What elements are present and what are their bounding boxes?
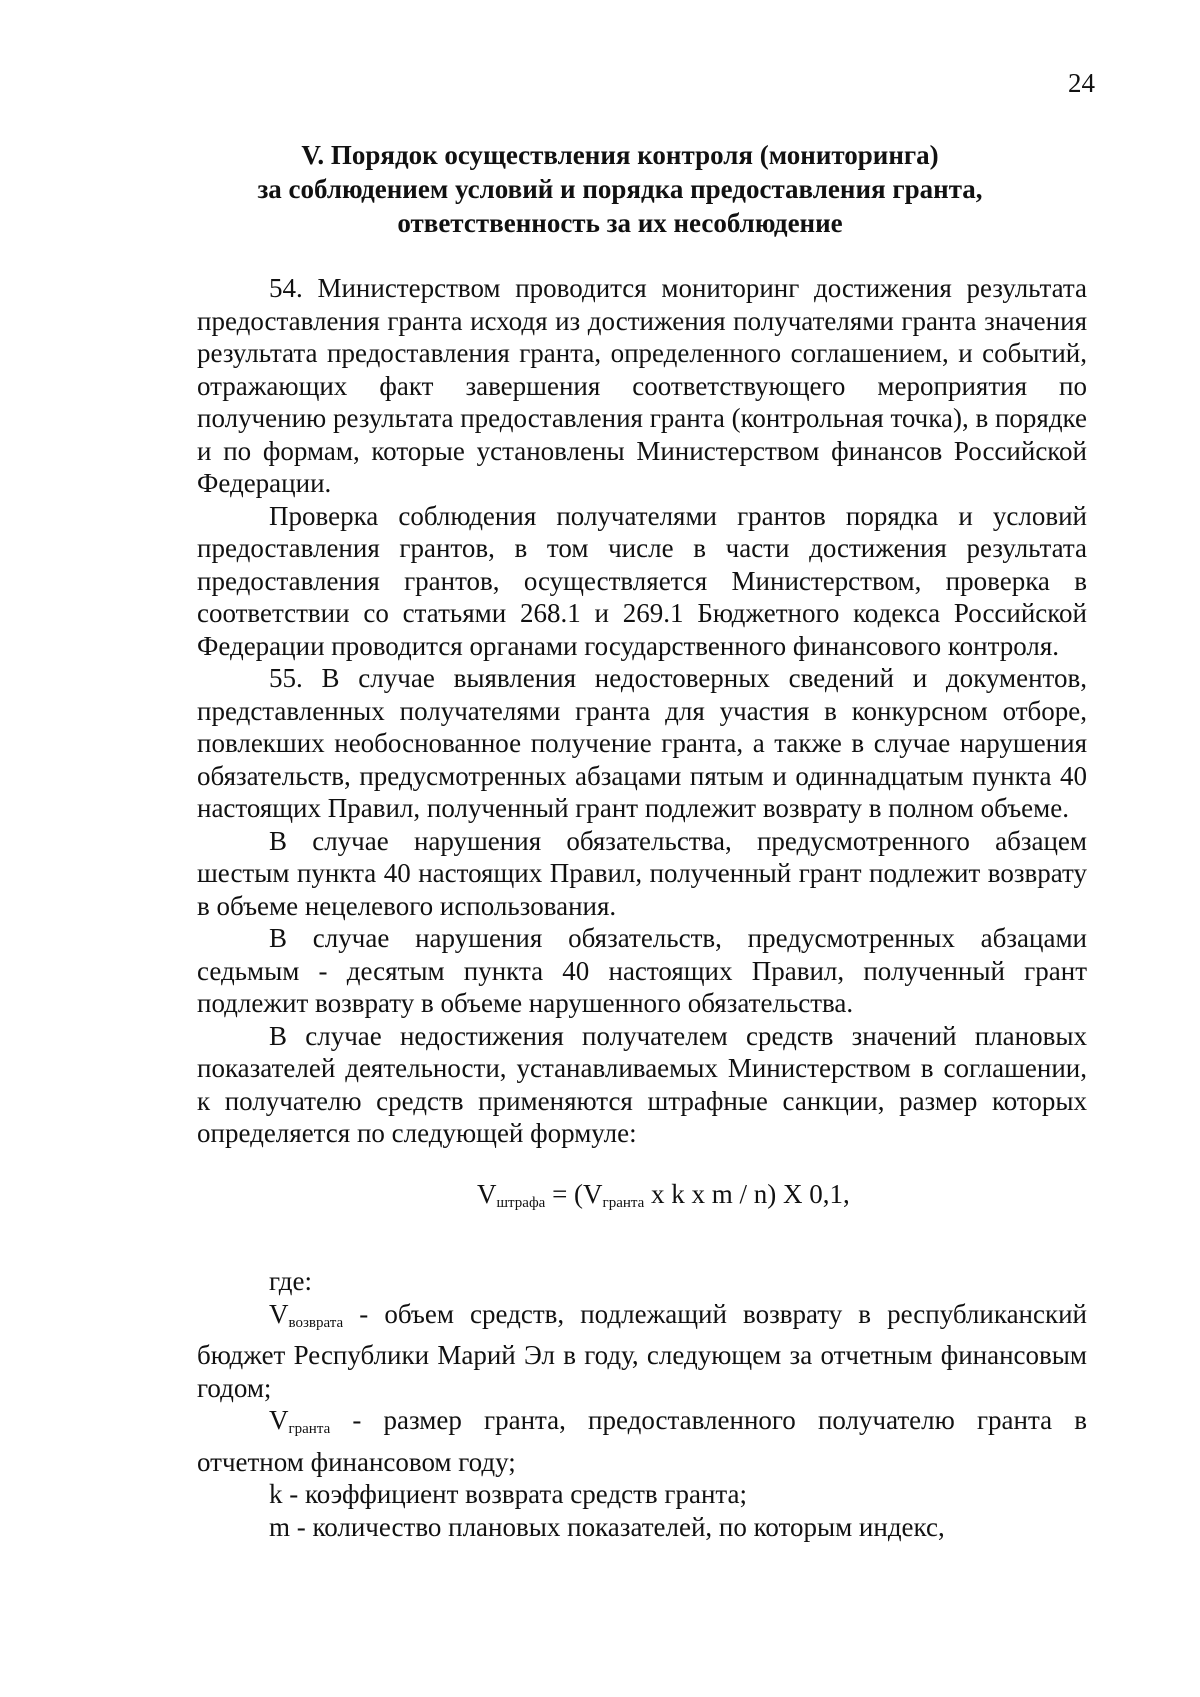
heading-line-3: ответственность за их несоблюдение [397,208,843,238]
formula-sub-penalty: штрафа [496,1194,546,1211]
definition-v-return-sub: возврата [288,1314,344,1331]
heading-line-1: V. Порядок осуществления контроля (мониторинга) [301,140,939,170]
definition-v-return [197,1298,1087,1405]
page-number: 24 [1068,68,1095,98]
definition-v-grant-symbol: V [269,1405,289,1435]
definition-v-grant [197,1404,1087,1478]
penalty-formula [197,1178,1087,1220]
definition-v-grant-text: - размер гранта, предоставленного получателю гранта в отчетном финансовом году; [197,1405,1087,1477]
paragraph-54-monitoring: 54. Министерством проводится мониторинг достижения результата предоставления гранта исходя из достижения получателями гранта значения результата предоставления гранта, определенного соглашением, и событий, отражающих факт завершения соответствующего мероприятия по получению результата предоставления гранта (контрольная точка), в порядке и по формам, которые установлены Министерством финансов Российской Федерации. [197,273,1087,498]
definition-m: m - количество плановых показателей, по которым индекс, [269,1511,945,1542]
where-label: где: [269,1266,312,1296]
section-heading [180,138,1060,240]
definition-v-symbol: V [269,1298,289,1329]
formula-middle: = (V [545,1178,603,1209]
definition-v-return-text: - объем средств, подлежащий возврату в республиканский бюджет Республики Марий Эл в году, следующем за отчетным финансовым годом; [197,1298,1087,1403]
paragraph-55-violation: В случае нарушения обязательств, предусмотренных абзацами седьмым - десятым пункта 40 настоящих Правил, полученный грант подлежит возврату в объеме нарушенного обязательства. [197,923,1087,1018]
definition-v-grant-sub: гранта [288,1421,331,1437]
formula-tail: x k x m / n) X 0,1, [644,1178,850,1209]
paragraph-55-penalty: В случае недостижения получателем средств значений плановых показателей деятельности, устанавливаемых Министерством в соглашении, к получателю средств применяются штрафные санкции, размер которых определяется по следующей формуле: [197,1020,1087,1148]
heading-line-2: за соблюдением условий и порядка предоставления гранта, [257,174,983,204]
definition-k: k - коэффициент возврата средств гранта; [269,1479,748,1509]
paragraph-54-inspection: Проверка соблюдения получателями грантов порядка и условий предоставления грантов, в том числе в части достижения результата предоставления грантов, осуществляется Министерством, проверка в соответствии со статьями 268.1 и 269.1 Бюджетного кодекса Российской Федерации проводится органами государственного финансового контроля. [197,500,1087,661]
formula-v: V [477,1178,497,1209]
paragraph-55-full-return: 55. В случае выявления недостоверных сведений и документов, представленных получателями гранта для участия в конкурсном отборе, повлекших необоснованное получение гранта, а также в случае нарушения обязательств, предусмотренных абзацами пятым и одиннадцатым пункта 40 настоящих Правил, полученный грант подлежит возврату в полном объеме. [197,663,1087,823]
paragraph-55-misuse: В случае нарушения обязательства, предусмотренного абзацем шестым пункта 40 настоящих Правил, полученный грант подлежит возврату в объеме нецелевого использования. [197,825,1087,921]
formula-sub-grant: гранта [602,1194,645,1211]
document-body [197,272,1087,1543]
